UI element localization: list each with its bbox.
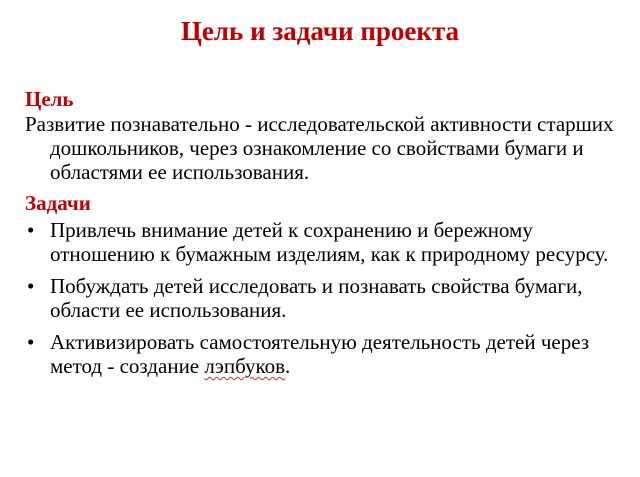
task-text: Побуждать детей исследовать и познавать свойства бумаги, области ее использования.	[50, 274, 583, 322]
slide-title: Цель и задачи проекта	[180, 16, 460, 46]
task-item	[25, 218, 615, 266]
task-item	[25, 274, 615, 322]
bullet-icon: •	[27, 218, 35, 242]
task-text-end: .	[285, 354, 291, 378]
slide-content	[25, 86, 615, 386]
goal-text: Развитие познавательно - исследовательской активности старших дошкольников, через ознакомление со свойствами бумаги и областями ее использования.	[25, 112, 614, 184]
goal-heading: Цель	[25, 87, 74, 111]
task-item	[25, 330, 615, 378]
tasks-list	[25, 218, 615, 378]
bullet-icon: •	[27, 274, 35, 298]
spellcheck-marked-word: лэпбуков	[204, 354, 286, 378]
task-text: Активизировать самостоятельную деятельность детей через метод - создание	[50, 330, 590, 378]
bullet-icon: •	[27, 330, 35, 354]
tasks-heading: Задачи	[25, 191, 91, 215]
task-text: Привлечь внимание детей к сохранению и бережному отношению к бумажным изделиям, как к природному ресурсу.	[50, 218, 609, 266]
